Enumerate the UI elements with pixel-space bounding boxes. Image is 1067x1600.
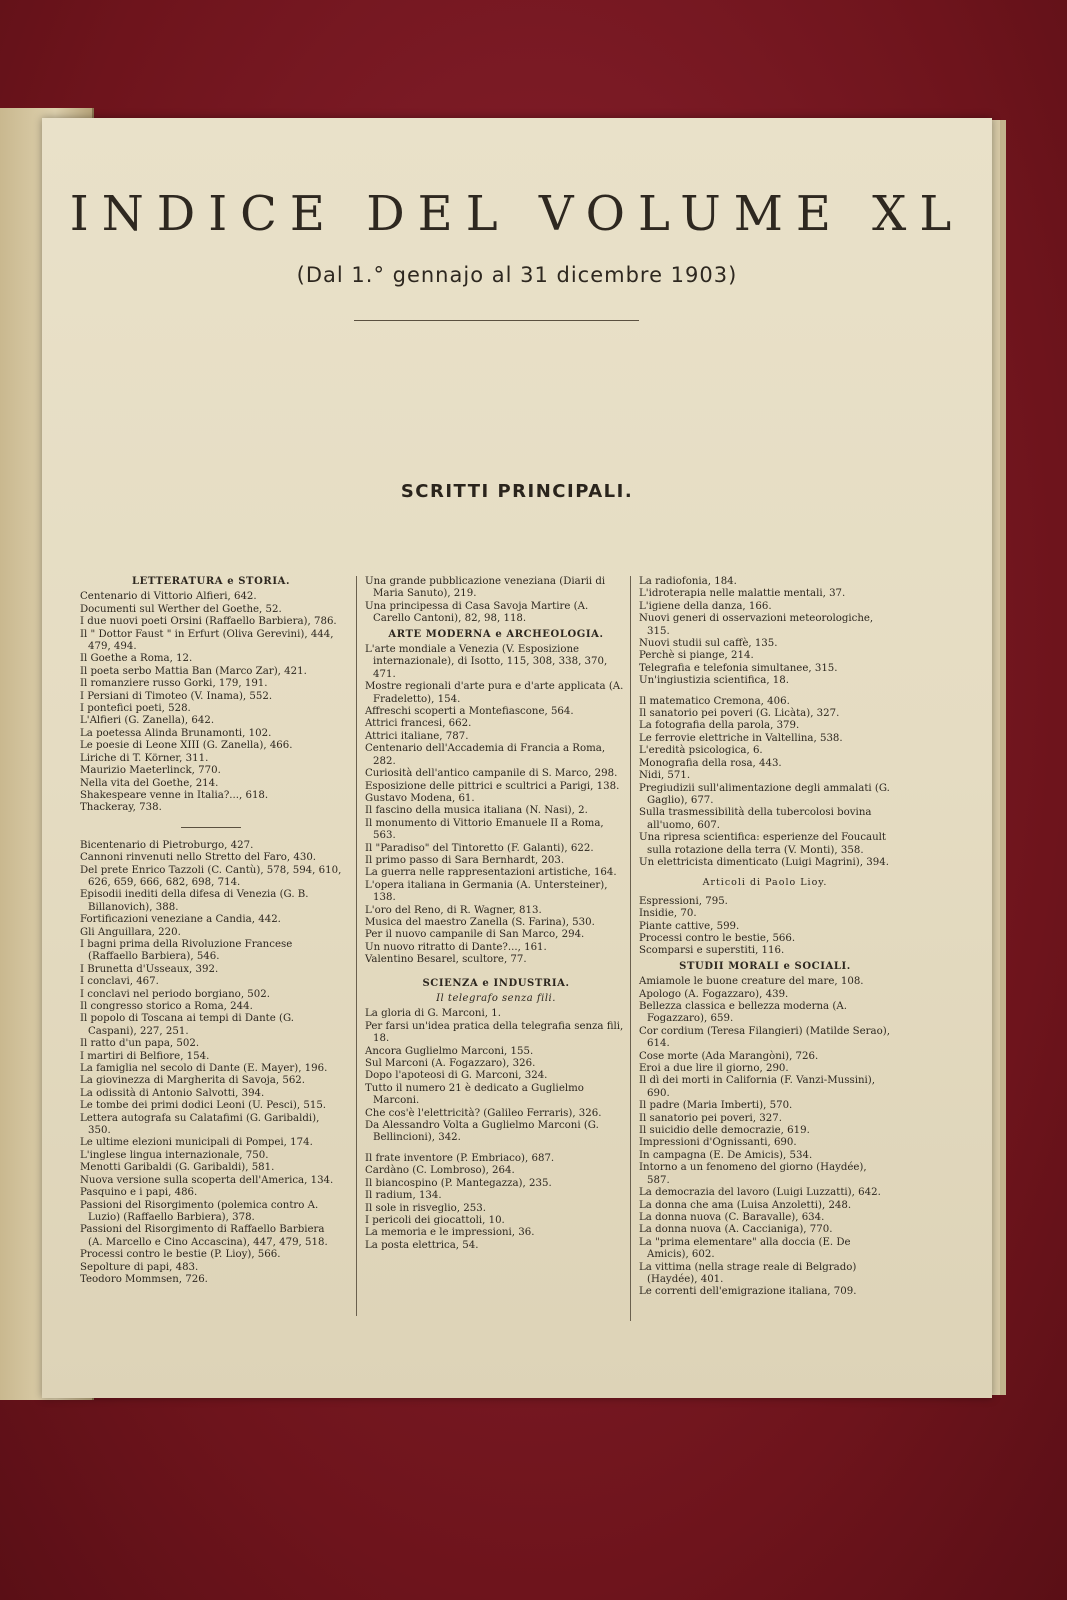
index-entry: Del prete Enrico Tazzoli (C. Cantù), 578, 594, 610, 626, 659, 666, 682, 698, 714.	[80, 864, 342, 888]
index-page	[42, 118, 992, 1398]
list-telegrafo	[365, 1008, 627, 1144]
index-entry: Tutto il numero 21 è dedicato a Guglielmo Marconi.	[365, 1082, 584, 1107]
list-continued	[365, 576, 627, 626]
index-entry: I pericoli dei giocattoli, 10.	[365, 1214, 505, 1226]
index-entry: Pasquino e i papi, 486.	[80, 1187, 198, 1199]
list-scienza	[365, 1153, 627, 1252]
index-entry: Il dì dei morti in California (F. Vanzi-Mussini), 690.	[639, 1075, 875, 1099]
index-entry: Le tombe dei primi dodici Leoni (U. Pesci), 515.	[80, 1100, 327, 1112]
index-entry: Bicentenario di Pietroburgo, 427.	[80, 839, 254, 851]
index-entry: Sul Marconi (A. Fogazzaro), 326.	[365, 1058, 536, 1070]
section-title: SCRITTI PRINCIPALI.	[400, 481, 634, 502]
index-entry: Cardàno (C. Lombroso), 264.	[365, 1165, 515, 1177]
index-entry: I Persiani di Timoteo (V. Inama), 552.	[80, 690, 273, 702]
list-letteratura	[80, 591, 342, 814]
index-entry: L'igiene della danza, 166.	[639, 600, 772, 612]
index-entry: Lettera autografa su Calatafimi (G. Garibaldi), 350.	[80, 1112, 320, 1137]
index-entry: Perchè si piange, 214.	[639, 650, 754, 662]
index-entry: Il frate inventore (P. Embriaco), 687.	[365, 1152, 555, 1164]
index-entry: Il congresso storico a Roma, 244.	[80, 1001, 253, 1012]
index-entry: Telegrafia e telefonia simultanee, 315.	[639, 662, 838, 674]
index-entry: Passioni del Risorgimento (polemica contro A. Luzio) (Raffaello Barbiera), 378.	[80, 1199, 319, 1223]
index-entry: Piante cattive, 599.	[639, 920, 740, 932]
index-entry: Sulla trasmessibilità della tubercolosi bovina all'uomo, 607.	[639, 807, 872, 831]
index-entry: Il biancospino (P. Mantegazza), 235.	[365, 1177, 552, 1189]
index-entry: Il romanziere russo Gorki, 179, 191.	[80, 678, 268, 690]
index-entry: Centenario di Vittorio Alfieri, 642.	[80, 591, 257, 603]
list-studii	[639, 976, 891, 1299]
index-entry: I conclavi, 467.	[80, 976, 159, 988]
page-title: INDICE DEL VOLUME XL	[69, 186, 965, 242]
index-entry: Una principessa di Casa Savoja Martire (A. Carello Cantoni), 82, 98, 118.	[365, 600, 589, 625]
index-entry: Apologo (A. Fogazzaro), 439.	[639, 988, 789, 1000]
index-entry: La famiglia nel secolo di Dante (E. Mayer), 196.	[80, 1063, 328, 1075]
index-entry: Fortificazioni veneziane a Candia, 442.	[80, 914, 281, 926]
index-entry: Per farsi un'idea pratica della telegrafia senza fili, 18.	[365, 1020, 624, 1045]
heading-scienza: SCIENZA e INDUSTRIA.	[422, 977, 570, 989]
index-entry: Thackeray, 738.	[80, 802, 162, 814]
index-entry: La memoria e le impressioni, 36.	[365, 1227, 535, 1239]
index-entry: Da Alessandro Volta a Guglielmo Marconi (G. Bellincioni), 342.	[365, 1120, 599, 1144]
index-entry: Il radium, 134.	[365, 1190, 442, 1202]
column-3	[630, 576, 891, 1321]
index-entry: Nuovi generi di osservazioni meteorologiche, 315.	[639, 613, 874, 637]
index-entry: Attrici italiane, 787.	[365, 730, 469, 742]
index-entry: Centenario dell'Accademia di Francia a Roma, 282.	[365, 743, 606, 767]
heading-letteratura: LETTERATURA e STORIA.	[131, 576, 291, 587]
index-entry: La posta elettrica, 54.	[365, 1239, 479, 1251]
index-entry: Il ratto d'un papa, 502.	[80, 1038, 200, 1050]
index-entry: Processi contro le bestie, 566.	[639, 932, 796, 944]
index-entry: Teodoro Mommsen, 726.	[80, 1273, 208, 1285]
index-entry: L'opera italiana in Germania (A. Untersteiner), 138.	[365, 879, 608, 904]
title-rule	[354, 320, 639, 321]
index-entry: Il matematico Cremona, 406.	[639, 695, 790, 707]
index-entry: Il sanatorio pei poveri (G. Licàta), 327.	[639, 708, 840, 720]
index-entry: Per il nuovo campanile di San Marco, 294.	[365, 929, 585, 941]
index-entry: Le ultime elezioni municipali di Pompei, 174.	[80, 1137, 313, 1149]
heading-studii: STUDII MORALI e SOCIALI.	[679, 960, 851, 972]
list-storia	[80, 840, 342, 1287]
index-entry: Espressioni, 795.	[639, 895, 728, 907]
index-entry: Cose morte (Ada Marangòni), 726.	[639, 1050, 819, 1062]
index-entry: La giovinezza di Margherita di Savoja, 562.	[80, 1075, 306, 1087]
index-entry: Passioni del Risorgimento di Raffaello Barbiera (A. Marcello e Cino Accascina), 447, 479, 518.	[80, 1224, 328, 1248]
index-entry: Un nuovo ritratto di Dante?..., 161.	[365, 941, 547, 953]
index-entry: La donna nuova (A. Caccianiga), 770.	[639, 1224, 833, 1236]
index-entry: La poetessa Alinda Brunamonti, 102.	[80, 727, 272, 739]
column-1	[80, 573, 342, 1303]
index-entry: Il popolo di Toscana ai tempi di Dante (G. Caspani), 227, 251.	[80, 1013, 295, 1037]
index-entry: I pontefici poeti, 528.	[80, 703, 191, 715]
index-entry: Curiosità dell'antico campanile di S. Marco, 298.	[365, 768, 618, 780]
index-entry: Il "Paradiso" del Tintoretto (F. Galanti), 622.	[365, 842, 594, 854]
index-entry: Ancora Guglielmo Marconi, 155.	[365, 1045, 534, 1057]
index-entry: Il suicidio delle democrazie, 619.	[639, 1125, 810, 1137]
index-entry: Il Goethe a Roma, 12.	[80, 653, 193, 665]
index-entry: La donna che ama (Luisa Anzoletti), 248.	[639, 1199, 852, 1211]
index-entry: L'inglese lingua internazionale, 750.	[80, 1149, 269, 1161]
index-entry: Le ferrovie elettriche in Valtellina, 538.	[639, 732, 843, 744]
index-entry: Cor cordium (Teresa Filangieri) (Matilde Serao), 614.	[639, 1025, 890, 1050]
index-entry: Mostre regionali d'arte pura e d'arte applicata (A. Fradeletto), 154.	[365, 681, 624, 705]
index-entry: Nidi, 571.	[639, 770, 691, 782]
index-entry: Bellezza classica e bellezza moderna (A. Fogazzaro), 659.	[639, 1001, 847, 1025]
index-entry: Esposizione delle pittrici e scultrici a Parigi, 138.	[365, 780, 620, 792]
index-entry: In campagna (E. De Amicis), 534.	[639, 1149, 813, 1161]
index-entry: La gloria di G. Marconi, 1.	[365, 1008, 501, 1020]
index-entry: Liriche di T. Körner, 311.	[80, 752, 209, 764]
index-entry: Il sole in risveglio, 253.	[365, 1202, 486, 1214]
heading-arte: ARTE MODERNA e ARCHEOLOGIA.	[388, 628, 604, 640]
page-subtitle: (Dal 1.° gennajo al 31 dicembre 1903)	[296, 263, 738, 287]
index-entry: Attrici francesi, 662.	[365, 718, 472, 730]
index-entry: Il padre (Maria Imberti), 570.	[639, 1100, 793, 1112]
index-entry: Episodii inediti della difesa di Venezia (G. B. Billanovich), 388.	[80, 889, 309, 913]
index-entry: Eroi a due lire il giorno, 290.	[639, 1063, 789, 1075]
index-entry: Shakespeare venne in Italia?..., 618.	[80, 789, 269, 801]
index-entry: Una ripresa scientifica: esperienze del Foucault sulla rotazione della terra (V. Monti), 358.	[639, 832, 887, 856]
index-entry: La odissità di Antonio Salvotti, 394.	[80, 1087, 265, 1099]
index-entry: Che cos'è l'elettricità? (Galileo Ferraris), 326.	[365, 1107, 602, 1119]
index-entry: Il monumento di Vittorio Emanuele II a Roma, 563.	[365, 817, 604, 842]
index-entry: I due nuovi poeti Orsini (Raffaello Barbiera), 786.	[80, 616, 337, 628]
index-entry: Nuovi studii sul caffè, 135.	[639, 638, 778, 650]
index-entry: L'oro del Reno, di R. Wagner, 813.	[365, 904, 542, 916]
index-entry: Documenti sul Werther del Goethe, 52.	[80, 603, 282, 615]
index-entry: Nella vita del Goethe, 214.	[80, 777, 219, 789]
index-entry: Nuova versione sulla scoperta dell'America, 134.	[80, 1174, 334, 1186]
index-entry: I bagni prima della Rivoluzione Francese (Raffaello Barbiera), 546.	[80, 938, 293, 963]
index-entry: Monografia della rosa, 443.	[639, 757, 782, 769]
index-entry: Musica del maestro Zanella (S. Farina), 530.	[365, 916, 595, 928]
index-entry: Dopo l'apoteosi di G. Marconi, 324.	[365, 1070, 548, 1082]
index-entry: Sepolture di papi, 483.	[80, 1261, 199, 1273]
index-entry: Il sanatorio pei poveri, 327.	[639, 1112, 782, 1124]
list-scienza-continued	[639, 576, 891, 688]
index-entry: Il fascino della musica italiana (N. Nasi), 2.	[365, 805, 588, 817]
index-entry: La "prima elementare" alla doccia (E. De Amicis), 602.	[639, 1236, 851, 1261]
index-entry: Valentino Besarel, scultore, 77.	[365, 954, 527, 966]
index-entry: Il primo passo di Sara Bernhardt, 203.	[365, 854, 565, 866]
index-entry: I Brunetta d'Usseaux, 392.	[80, 963, 219, 975]
index-entry: Amiamole le buone creature del mare, 108.	[639, 976, 864, 988]
index-entry: Le poesie di Leone XIII (G. Zanella), 466.	[80, 740, 293, 752]
index-entry: La democrazia del lavoro (Luigi Luzzatti), 642.	[639, 1187, 881, 1199]
index-entry: Processi contro le bestie (P. Lioy), 566.	[80, 1249, 281, 1261]
index-entry: La donna nuova (C. Baravalle), 634.	[639, 1211, 825, 1223]
index-entry: Le correnti dell'emigrazione italiana, 709.	[639, 1286, 857, 1298]
index-entry: Intorno a un fenomeno del giorno (Haydée), 587.	[639, 1162, 867, 1186]
index-entry: L'Alfieri (G. Zanella), 642.	[80, 715, 215, 727]
index-entry: I martiri di Belfiore, 154.	[80, 1050, 210, 1062]
index-entry: Menotti Garibaldi (G. Garibaldi), 581.	[80, 1162, 275, 1174]
index-entry: Maurizio Maeterlinck, 770.	[80, 765, 221, 777]
separator-rule	[181, 827, 241, 828]
index-entry: Pregiudizii sull'alimentazione degli ammalati (G. Gaglio), 677.	[639, 782, 890, 806]
index-entry: L'arte mondiale a Venezia (V. Esposizione internazionale), di Isotto, 115, 308, 338, 370, 471.	[365, 644, 608, 680]
index-entry: Un elettricista dimenticato (Luigi Magrini), 394.	[639, 856, 889, 868]
index-entry: La guerra nelle rappresentazioni artistiche, 164.	[365, 867, 617, 879]
index-entry: Il poeta serbo Mattia Ban (Marco Zar), 421.	[80, 665, 307, 677]
index-entry: La radiofonia, 184.	[639, 576, 737, 587]
index-entry: Un'ingiustizia scientifica, 18.	[639, 675, 790, 687]
index-entry: Una grande pubblicazione veneziana (Diarii di Maria Sanuto), 219.	[365, 576, 606, 600]
index-entry: I conclavi nel periodo borgiano, 502.	[80, 988, 270, 1000]
index-entry: L'eredità psicologica, 6.	[639, 745, 763, 757]
index-entry: Il " Dottor Faust " in Erfurt (Oliva Gerevini), 444, 479, 494.	[80, 628, 334, 653]
index-entry: Gli Anguillara, 220.	[80, 926, 181, 938]
index-entry: L'idroterapia nelle malattie mentali, 37.	[639, 588, 846, 600]
index-entry: La fotografia della parola, 379.	[639, 720, 800, 732]
index-entry: Affreschi scoperti a Montefiascone, 564.	[365, 706, 574, 718]
list-lioy	[639, 896, 891, 958]
index-entry: Gustavo Modena, 61.	[365, 792, 475, 804]
index-entry: La vittima (nella strage reale di Belgrado) (Haydée), 401.	[639, 1261, 857, 1285]
subheading-telegrafo: Il telegrafo senza fili.	[436, 993, 556, 1004]
index-entry: Impressioni d'Ognissanti, 690.	[639, 1137, 797, 1149]
index-entry: Insidie, 70.	[639, 908, 697, 920]
index-entry: Cannoni rinvenuti nello Stretto del Faro, 430.	[80, 852, 317, 864]
heading-lioy: Articoli di Paolo Lioy.	[702, 877, 828, 889]
index-entry: Scomparsi e superstiti, 116.	[639, 945, 785, 957]
list-arte	[365, 644, 627, 967]
column-2	[356, 576, 627, 1316]
list-scienza-varie	[639, 696, 891, 870]
